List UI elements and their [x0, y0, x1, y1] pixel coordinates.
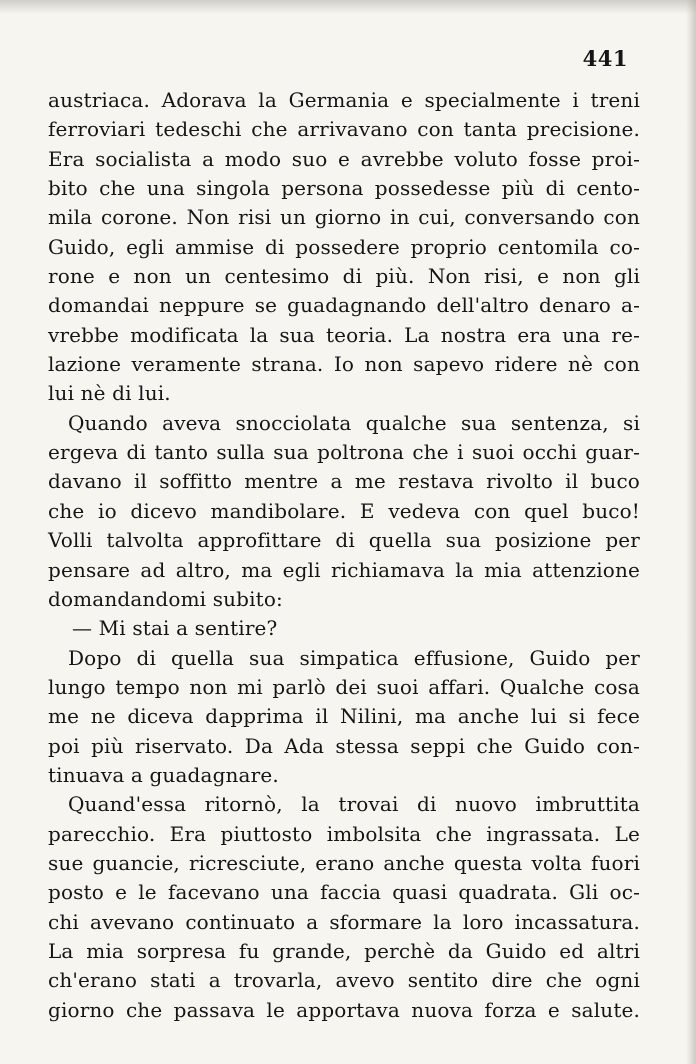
text-line: rone e non un centesimo di più. Non risi, e non gli [48, 264, 640, 289]
text-line: davano il soffitto mentre a me restava rivolto il buco [48, 469, 640, 494]
text-line: giorno che passava le apportava nuova forza e salute. [48, 997, 640, 1022]
text-line: posto e le facevano una faccia quasi quadrata. Gli oc- [48, 880, 640, 905]
text-line: ferroviari tedeschi che arrivavano con tanta precisione. [48, 117, 640, 142]
text-line: Quando aveva snocciolata qualche sua sentenza, si [68, 410, 640, 435]
text-line: mila corone. Non risi un giorno in cui, conversando con [48, 205, 640, 230]
text-line: bito che una singola persona possedesse più di cento- [48, 176, 640, 201]
text-line: che io dicevo mandibolare. E vedeva con quel buco! [48, 498, 640, 523]
text-line: La mia sorpresa fu grande, perchè da Guido ed altri [48, 938, 640, 963]
text-line: Volli talvolta approfittare di quella sua posizione per [48, 528, 640, 553]
text-line: lui nè di lui. [48, 381, 171, 406]
text-line: Era socialista a modo suo e avrebbe voluto fosse proi- [48, 146, 640, 171]
scan-shadow-right [686, 0, 696, 1064]
text-line: austriaca. Adorava la Germania e specialmente i treni [48, 88, 640, 112]
text-line: vrebbe modificata la sua teoria. La nostra era una re- [48, 322, 640, 347]
text-line: ergeva di tanto sulla sua poltrona che i suoi occhi guar- [48, 440, 640, 465]
scan-shadow-top [0, 0, 696, 14]
text-line: chi avevano continuato a sformare la loro incassatura. [48, 909, 640, 934]
text-line: sue guancie, ricresciute, erano anche questa volta fuori [48, 850, 640, 875]
text-line: lazione veramente strana. Io non sapevo ridere nè con [48, 352, 640, 377]
text-line: ch'erano stati a trovarla, avevo sentito dire che ogni [48, 968, 640, 993]
text-line: domandai neppure se guadagnando dell'altro denaro a- [48, 293, 640, 318]
text-line: pensare ad altro, ma egli richiamava la mia attenzione [48, 557, 640, 582]
text-line: Guido, egli ammise di possedere proprio centomila co- [48, 234, 640, 259]
page-number: 441 [582, 46, 628, 71]
text-line: tinuava a guadagnare. [48, 762, 279, 787]
text-line: me ne diceva dapprima il Nilini, ma anche lui si fece [48, 704, 640, 729]
dialogue-line: — Mi stai a sentire? [72, 616, 278, 641]
text-line: poi più riservato. Da Ada stessa seppi che Guido con- [48, 733, 640, 758]
body-text [48, 86, 640, 1025]
text-line: lungo tempo non mi parlò dei suoi affari. Qualche cosa [48, 674, 640, 699]
text-line: parecchio. Era piuttosto imbolsita che ingrassata. Le [48, 821, 640, 846]
text-line: Quand'essa ritornò, la trovai di nuovo imbruttita [68, 792, 640, 817]
text-line: domandandomi subito: [48, 586, 283, 611]
text-line: Dopo di quella sua simpatica effusione, Guido per [68, 645, 640, 670]
